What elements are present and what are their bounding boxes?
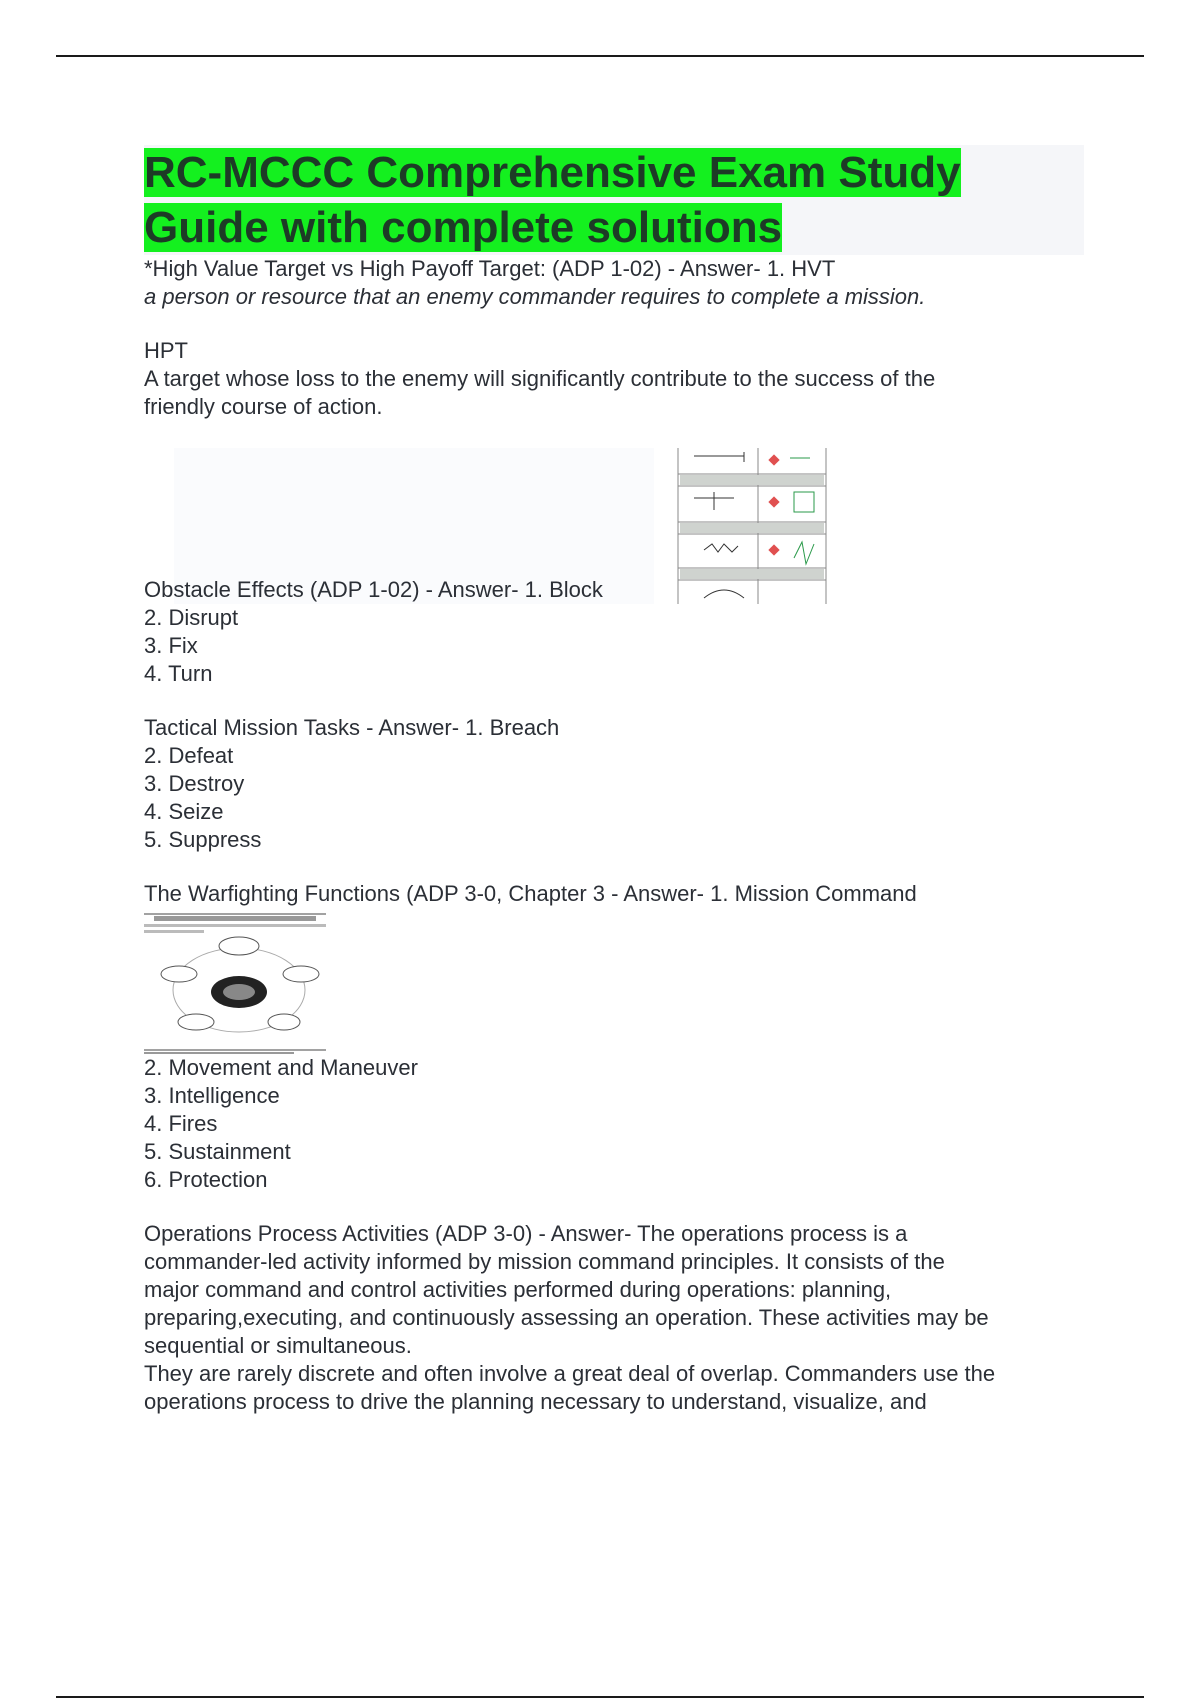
operations-line-5: sequential or simultaneous. [144,1333,412,1358]
obstacle-item-2: 3. Fix [144,633,198,658]
warfighting-item-4: 4. Fires [144,1111,218,1136]
tactical-item-3: 4. Seize [144,799,224,824]
hpt-definition-line1: A target whose loss to the enemy will significantly contribute to the success of the [144,366,936,391]
obstacle-effects-figure [654,448,830,604]
warfighting-item-6: 6. Protection [144,1167,268,1192]
warfighting-figure [144,912,326,1054]
obstacle-item-3: 4. Turn [144,661,213,686]
warfighting-item-5: 5. Sustainment [144,1139,291,1164]
obstacle-effects-question: Obstacle Effects (ADP 1-02) - Answer- 1. Block [144,577,603,602]
hvt-question: *High Value Target vs High Payoff Target: (ADP 1-02) - Answer- 1. HVT [144,256,836,281]
tactical-question: Tactical Mission Tasks - Answer- 1. Breach [144,715,560,740]
hpt-definition-line2: friendly course of action. [144,394,383,419]
hpt-label: HPT [144,338,188,363]
obstacle-effects-block [144,448,1084,604]
operations-line-6: They are rarely discrete and often involve a great deal of overlap. Commanders use the [144,1361,996,1386]
operations-line-1: Operations Process Activities (ADP 3-0) - Answer- The operations process is a [144,1221,908,1246]
warfighting-item-2: 2. Movement and Maneuver [144,1055,418,1080]
obstacle-item-1: 2. Disrupt [144,605,239,630]
operations-line-2: commander-led activity informed by mission command principles. It consists of the [144,1249,945,1274]
tactical-item-1: 2. Defeat [144,743,234,768]
top-rule [56,55,1144,57]
title-highlight: RC-MCCC Comprehensive Exam Study Guide with complete solutions [144,148,961,252]
hvt-definition: a person or resource that an enemy commander requires to complete a mission. [144,284,926,309]
page-title [144,145,1084,255]
operations-line-7: operations process to drive the planning necessary to understand, visualize, and [144,1389,927,1414]
warfighting-question: The Warfighting Functions (ADP 3-0, Chapter 3 - Answer- 1. Mission Command [144,881,917,906]
operations-line-4: preparing,executing, and continuously assessing an operation. These activities may be [144,1305,989,1330]
bottom-rule [56,1696,1144,1698]
tactical-item-2: 3. Destroy [144,771,245,796]
operations-line-3: major command and control activities performed during operations: planning, [144,1277,892,1302]
document-body [144,145,1084,1416]
warfighting-item-3: 3. Intelligence [144,1083,280,1108]
tactical-item-4: 5. Suppress [144,827,262,852]
